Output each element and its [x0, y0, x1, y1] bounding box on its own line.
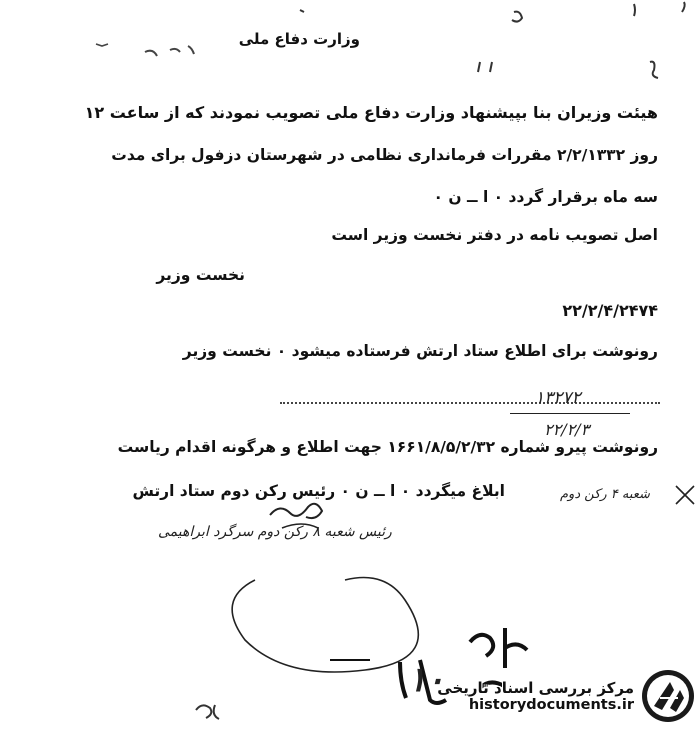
body-line-2: روز ۲/۲/۱۳۳۲ مقررات فرمانداری نظامی در شهرستان دزفول برای مدت [111, 146, 658, 164]
watermark [406, 664, 696, 728]
original-note: اصل تصویب نامه در دفتر نخست وزیر است [331, 226, 658, 244]
copy-note-2: رونوشت پیرو شماره ۱۶۶۱/۸/۵/۲/۳۲ جهت اطلاع و هرگونه اقدام ریاست [117, 438, 658, 456]
corner-number: ۱۰ [408, 660, 445, 700]
handwritten-date: ۲۲/۲/۳ [544, 420, 590, 439]
history-documents-logo-icon [640, 668, 696, 724]
separator-dotted [280, 402, 660, 404]
handwritten-number: ۱۳۲۷۲ [535, 388, 581, 408]
signature-title: نخست وزیر [156, 266, 245, 284]
copy-note-1: رونوشت برای اطلاع ستاد ارتش فرستاده میشود ۰ نخست وزیر [182, 342, 658, 360]
watermark-text [437, 679, 634, 713]
body-line-1: هیئت وزیران بنا بپیشنهاد وزارت دفاع ملی تصویب نمودند که از ساعت ۱۲ [84, 103, 658, 122]
side-note: شعبه ۴ رکن دوم [560, 487, 650, 502]
watermark-title: مرکز بررسی اسناد تاریخی [437, 679, 634, 697]
number-underline [510, 413, 630, 414]
bottom-note: رئیس شعبه ۸ رکن دوم سرگرد ابراهیمی [158, 524, 392, 540]
copy-note-3: ابلاغ میگردد ۰ ا ــ ن ۰ رئیس رکن دوم ستاد ارتش [132, 482, 505, 500]
reference-number: ۲۲/۲/۴/۲۴۷۴ [562, 301, 658, 320]
body-line-3: سه ماه برقرار گردد ۰ ا ــ ن ۰ [433, 188, 658, 206]
watermark-url: historydocuments.ir [468, 697, 634, 713]
document-header: وزارت دفاع ملی [238, 30, 360, 48]
